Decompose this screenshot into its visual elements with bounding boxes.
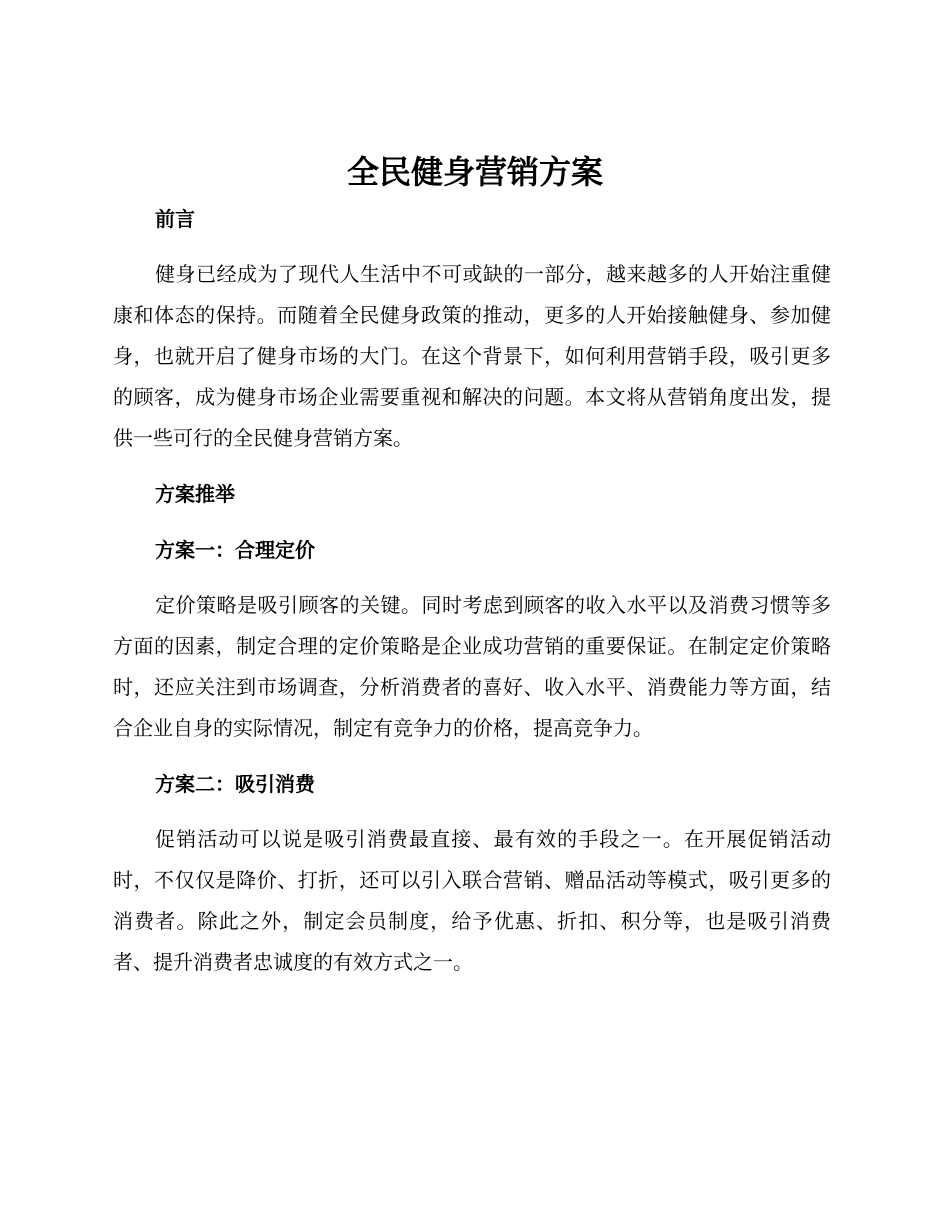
preface-heading: 前言 — [155, 207, 195, 231]
plan2-paragraph: 促销活动可以说是吸引消费最直接、最有效的手段之一。在开展促销活动时，不仅仅是降价、打折，还可以引入联合营销、赠品活动等模式，吸引更多的消费者。除此之外，制定会员制度，给予优惠、折扣、积分等，也是吸引消费者、提升消费者忠诚度的有效方式之一。 — [113, 827, 831, 974]
plan1-paragraph: 定价策略是吸引顾客的关键。同时考虑到顾客的收入水平以及消费习惯等多方面的因素，制定合理的定价策略是企业成功营销的重要保证。在制定定价策略时，还应关注到市场调查，分析消费者的喜好、收入水平、消费能力等方面，结合企业自身的实际情况，制定有竞争力的价格，提高竞争力。 — [113, 593, 831, 740]
spacer — [113, 805, 831, 819]
spacer — [113, 459, 831, 473]
spacer — [113, 571, 831, 585]
document-title: 全民健身营销方案 — [346, 153, 603, 191]
spacer — [113, 240, 831, 254]
spacer — [113, 749, 831, 763]
plan2-heading: 方案二：吸引消费 — [155, 772, 315, 796]
plan1-heading: 方案一：合理定价 — [155, 538, 315, 562]
spacer — [113, 515, 831, 529]
document-body — [113, 198, 831, 983]
preface-paragraph: 健身已经成为了现代人生活中不可或缺的一部分，越来越多的人开始注重健康和体态的保持。而随着全民健身政策的推动，更多的人开始接触健身、参加健身，也就开启了健身市场的大门。在这个背景下，如何利用营销手段，吸引更多的顾客，成为健身市场企业需要重视和解决的问题。本文将从营销角度出发，提供一些可行的全民健身营销方案。 — [113, 262, 831, 450]
plans-heading: 方案推举 — [155, 482, 235, 506]
